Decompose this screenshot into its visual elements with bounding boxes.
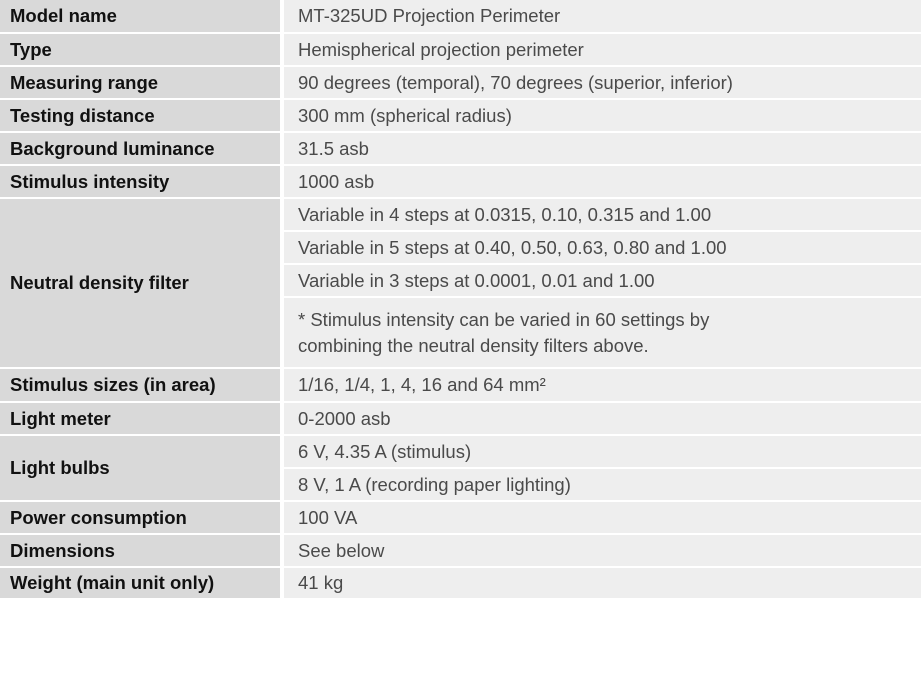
spec-value-power-consumption: 100 VA: [284, 502, 921, 535]
spec-value-type: Hemispherical projection perimeter: [284, 34, 921, 67]
spec-label-model-name: Model name: [0, 0, 284, 34]
table-row: [0, 0, 921, 34]
spec-value-neutral-density-filter-3: Variable in 3 steps at 0.0001, 0.01 and 1.00: [284, 265, 921, 298]
spec-label-testing-distance: Testing distance: [0, 100, 284, 133]
table-row: [0, 436, 921, 469]
spec-label-light-bulbs: Light bulbs: [0, 436, 284, 502]
spec-label-light-meter: Light meter: [0, 403, 284, 436]
spec-value-neutral-density-filter-1: Variable in 4 steps at 0.0315, 0.10, 0.315 and 1.00: [284, 199, 921, 232]
table-row: [0, 133, 921, 166]
spec-value-testing-distance: 300 mm (spherical radius): [284, 100, 921, 133]
spec-value-background-luminance: 31.5 asb: [284, 133, 921, 166]
table-row: [0, 199, 921, 232]
table-row: [0, 502, 921, 535]
spec-label-measuring-range: Measuring range: [0, 67, 284, 100]
table-row: [0, 369, 921, 403]
table-row: [0, 535, 921, 568]
spec-value-neutral-density-filter-2: Variable in 5 steps at 0.40, 0.50, 0.63, 0.80 and 1.00: [284, 232, 921, 265]
spec-value-stimulus-intensity: 1000 asb: [284, 166, 921, 199]
spec-value-measuring-range: 90 degrees (temporal), 70 degrees (superior, inferior): [284, 67, 921, 100]
spec-value-light-meter: 0-2000 asb: [284, 403, 921, 436]
table-row: [0, 166, 921, 199]
table-row: [0, 403, 921, 436]
spec-value-stimulus-sizes: 1/16, 1/4, 1, 4, 16 and 64 mm²: [284, 369, 921, 403]
note-line-2: combining the neutral density filters above.: [298, 334, 649, 356]
table-row: [0, 34, 921, 67]
spec-label-power-consumption: Power consumption: [0, 502, 284, 535]
spec-label-background-luminance: Background luminance: [0, 133, 284, 166]
table-row: [0, 568, 921, 600]
spec-label-stimulus-intensity: Stimulus intensity: [0, 166, 284, 199]
spec-value-model-name: MT-325UD Projection Perimeter: [284, 0, 921, 34]
spec-value-dimensions: See below: [284, 535, 921, 568]
spec-note-neutral-density-filter: [284, 298, 921, 369]
spec-label-neutral-density-filter: Neutral density filter: [0, 199, 284, 369]
spec-value-light-bulbs-2: 8 V, 1 A (recording paper lighting): [284, 469, 921, 502]
note-line-1: * Stimulus intensity can be varied in 60 settings by: [298, 308, 710, 330]
spec-label-dimensions: Dimensions: [0, 535, 284, 568]
spec-value-light-bulbs-1: 6 V, 4.35 A (stimulus): [284, 436, 921, 469]
spec-label-stimulus-sizes: Stimulus sizes (in area): [0, 369, 284, 403]
table-row: [0, 100, 921, 133]
spec-label-type: Type: [0, 34, 284, 67]
spec-label-weight: Weight (main unit only): [0, 568, 284, 600]
table-row: [0, 67, 921, 100]
spec-value-weight: 41 kg: [284, 568, 921, 600]
